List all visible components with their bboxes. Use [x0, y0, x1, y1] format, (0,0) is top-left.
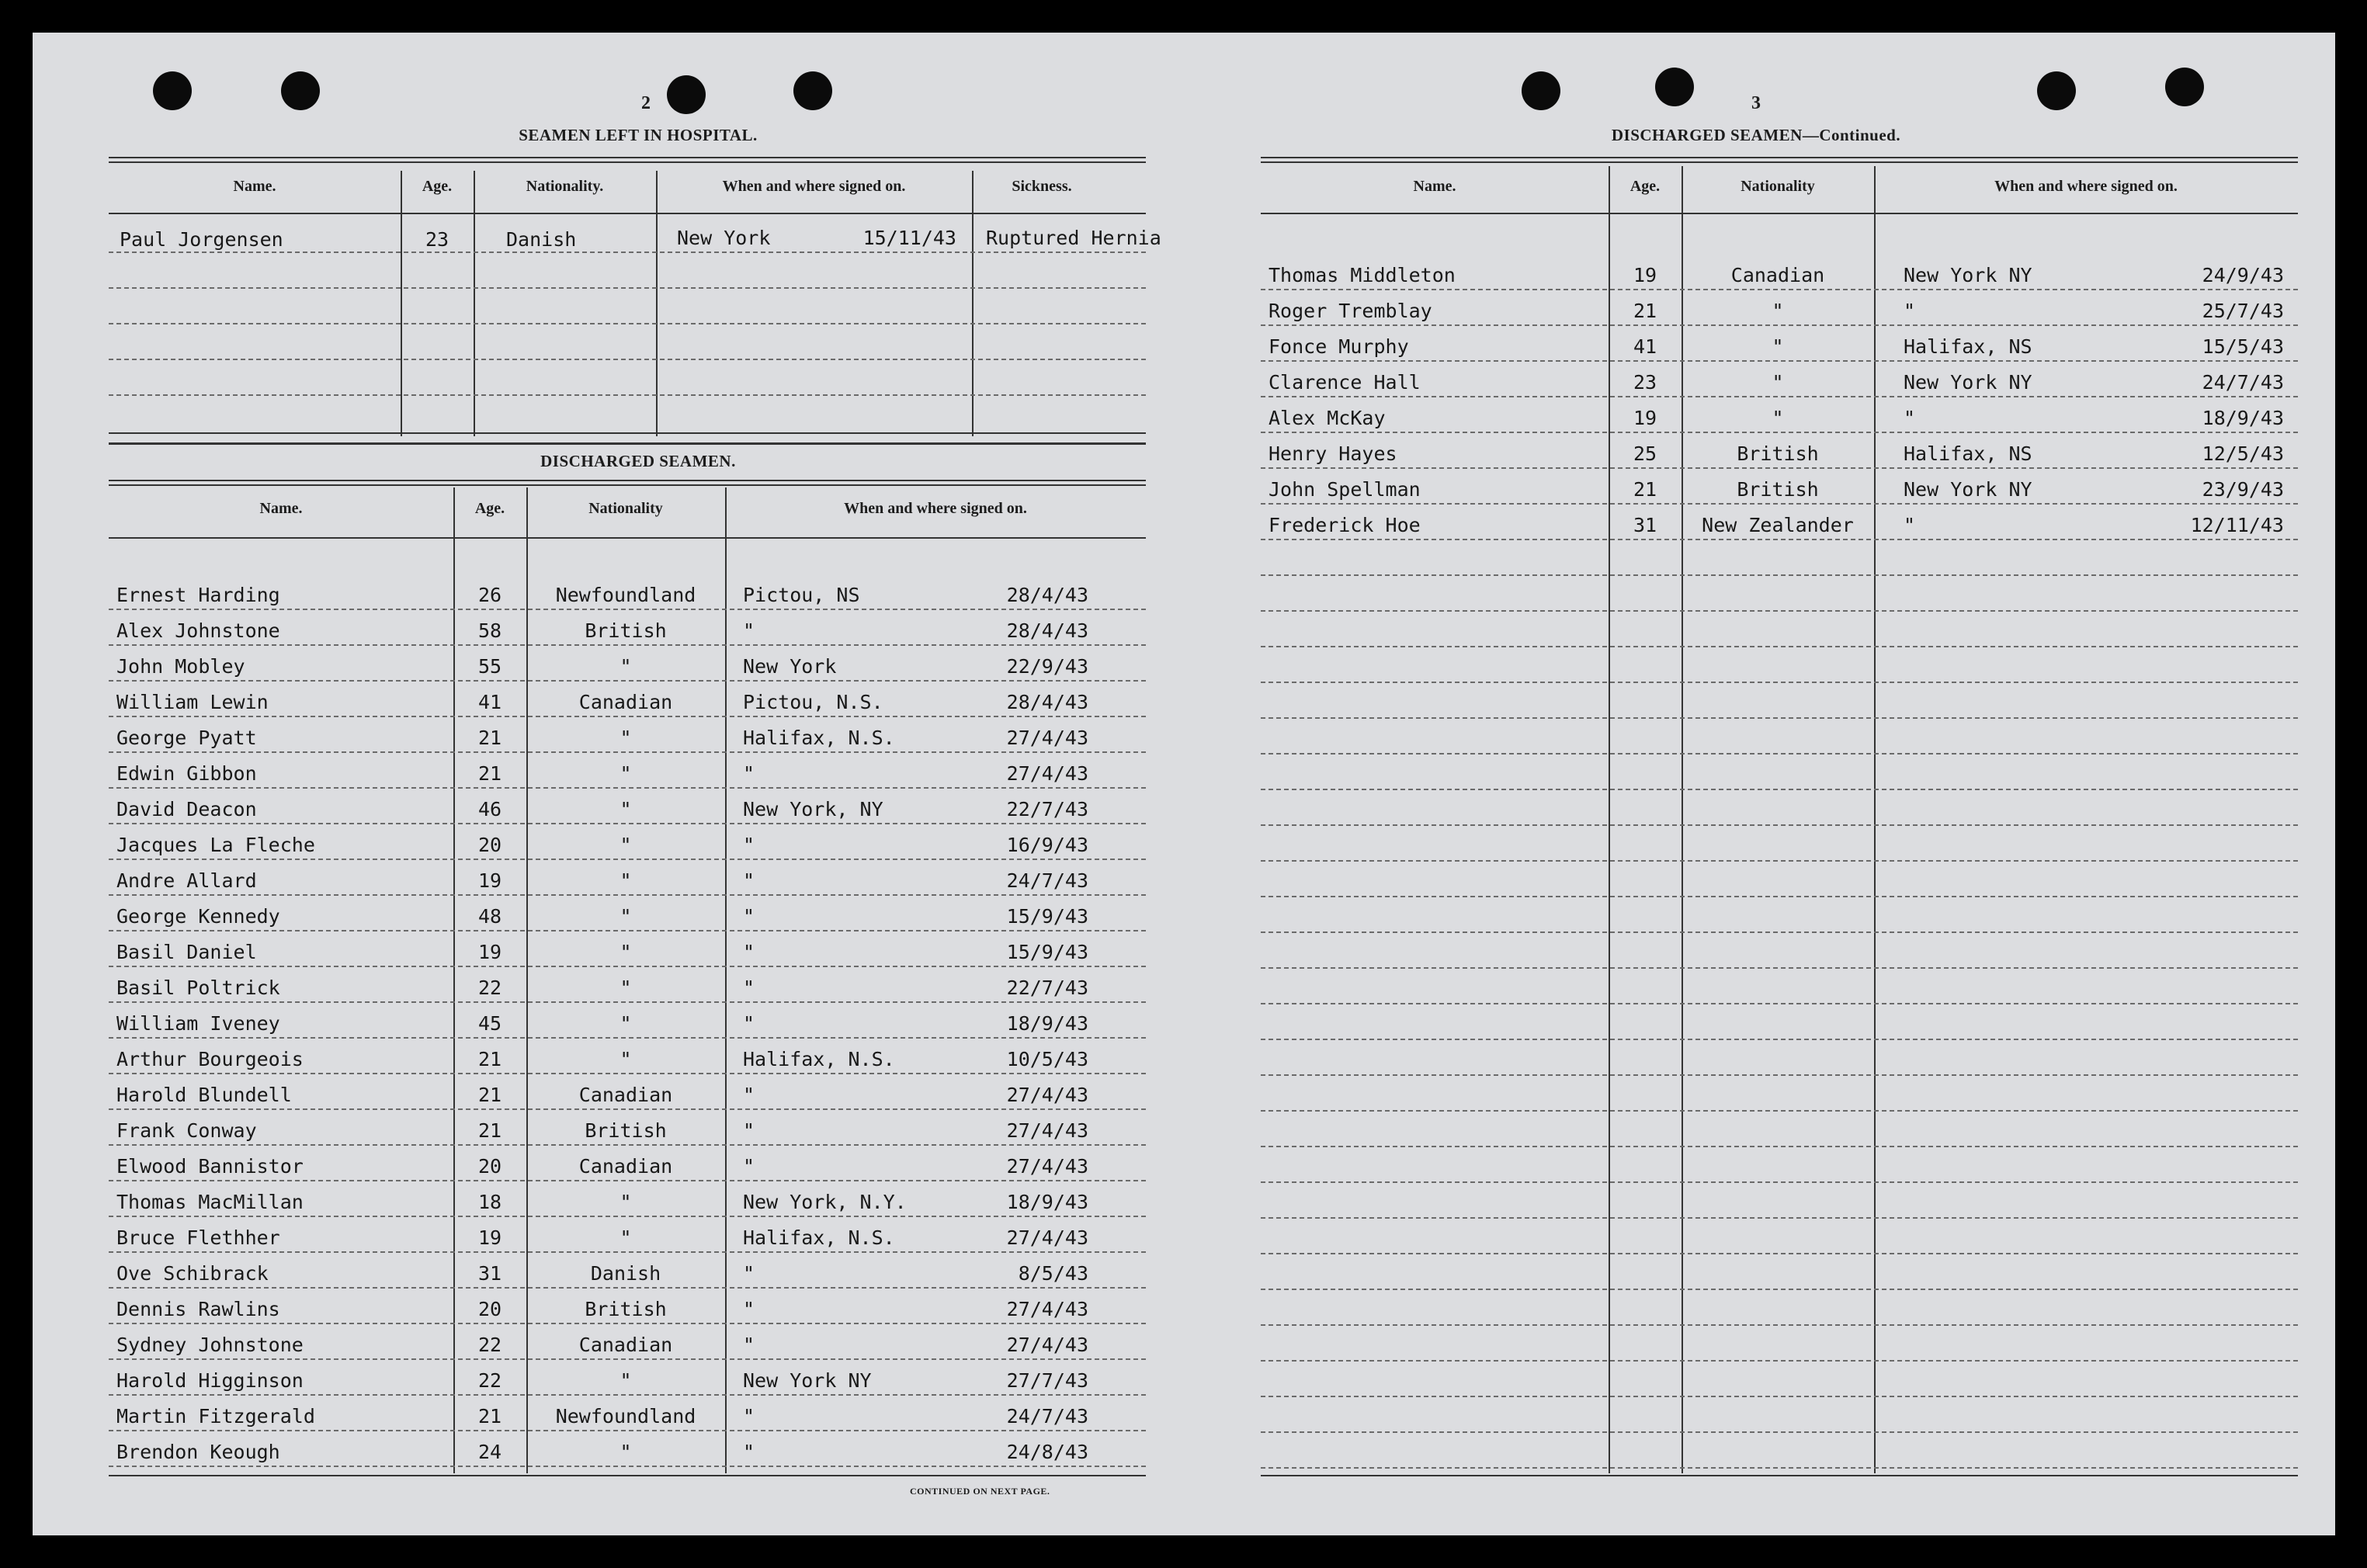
seaman-name: Roger Tremblay — [1269, 300, 1432, 322]
seaman-date: 28/4/43 — [1006, 691, 1088, 713]
seaman-place: Halifax, NS — [1904, 442, 2032, 465]
hospital-header-name: Name. — [233, 178, 276, 195]
hospital-top-rule — [109, 157, 1146, 163]
col-divider — [474, 171, 475, 436]
seaman-name: Jacques La Fleche — [116, 834, 315, 856]
seaman-nationality: Canadian — [1730, 264, 1825, 286]
hospital-header-nationality: Nationality. — [526, 178, 604, 195]
table-row-line — [1261, 1146, 2298, 1147]
seaman-name: John Spellman — [1269, 478, 1421, 501]
table-row-line — [109, 1394, 1146, 1396]
seaman-name: William Iveney — [116, 1012, 280, 1035]
seaman-nationality: British — [1737, 478, 1819, 501]
table-row-line — [1261, 503, 2298, 505]
table-row-line — [109, 894, 1146, 896]
seaman-name: Ernest Harding — [116, 584, 280, 606]
col-divider — [1682, 166, 1683, 1473]
seaman-date: 18/9/43 — [2202, 407, 2284, 429]
punch-hole — [2037, 71, 2076, 110]
seaman-age: 45 — [477, 1012, 502, 1035]
seaman-age: 31 — [1633, 514, 1657, 536]
seaman-age: 21 — [1633, 478, 1657, 501]
right-bottom-rule — [1261, 1475, 2298, 1476]
seaman-nationality: " — [620, 977, 632, 999]
hospital-age: 23 — [425, 228, 449, 251]
seaman-age: 21 — [477, 762, 502, 785]
seaman-nationality: " — [620, 1191, 632, 1213]
table-row-line — [109, 716, 1146, 717]
discharged-header-name: Name. — [259, 500, 303, 517]
table-row-line — [1261, 753, 2298, 755]
seaman-place: New York NY — [1904, 478, 2032, 501]
seaman-name: Bruce Flethher — [116, 1226, 280, 1249]
seaman-name: Brendon Keough — [116, 1441, 280, 1463]
seaman-date: 25/7/43 — [2202, 300, 2284, 322]
seaman-date: 27/4/43 — [1006, 1155, 1088, 1178]
seaman-name: Thomas MacMillan — [116, 1191, 304, 1213]
punch-hole — [1522, 71, 1560, 110]
seaman-date: 18/9/43 — [1006, 1191, 1088, 1213]
seaman-name: Alex McKay — [1269, 407, 1386, 429]
hospital-row-line — [109, 394, 1146, 396]
seaman-name: Fonce Murphy — [1269, 335, 1409, 358]
seaman-nationality: British — [585, 1119, 667, 1142]
seaman-name: Ove Schibrack — [116, 1262, 269, 1285]
seaman-age: 21 — [1633, 300, 1657, 322]
table-row-line — [109, 966, 1146, 967]
right-header-name: Name. — [1413, 178, 1456, 195]
table-row-line — [1261, 1074, 2298, 1076]
hospital-sickness: Ruptured Hernia — [986, 227, 1161, 249]
seaman-place: " — [1904, 407, 1916, 429]
seaman-name: George Pyatt — [116, 727, 257, 749]
hospital-header-underline — [109, 213, 1146, 214]
hospital-bottom-rule — [109, 432, 1146, 434]
hospital-header-sickness: Sickness. — [1012, 178, 1072, 195]
table-row-line — [109, 1358, 1146, 1360]
seaman-age: 19 — [1633, 407, 1657, 429]
table-row-line — [109, 859, 1146, 860]
seaman-age: 22 — [477, 977, 502, 999]
seaman-date: 24/8/43 — [1006, 1441, 1088, 1463]
seaman-name: Henry Hayes — [1269, 442, 1397, 465]
seaman-nationality: " — [620, 905, 632, 928]
table-row-line — [109, 1251, 1146, 1253]
seaman-age: 22 — [477, 1369, 502, 1392]
hospital-nationality: Danish — [506, 228, 577, 251]
seaman-date: 27/4/43 — [1006, 1298, 1088, 1320]
seaman-nationality: " — [1772, 371, 1784, 394]
table-row-line — [109, 680, 1146, 682]
discharged-header-age: Age. — [474, 500, 505, 517]
seaman-nationality: " — [620, 834, 632, 856]
discharged-top-rule — [109, 480, 1146, 486]
seaman-age: 46 — [477, 798, 502, 820]
table-row-line — [109, 751, 1146, 753]
seaman-date: 27/4/43 — [1006, 762, 1088, 785]
seaman-name: Thomas Middleton — [1269, 264, 1456, 286]
punch-hole — [153, 71, 192, 110]
seaman-place: " — [743, 977, 755, 999]
seaman-date: 27/4/43 — [1006, 1119, 1088, 1142]
seaman-place: " — [743, 1298, 755, 1320]
seaman-nationality: Danish — [590, 1262, 661, 1285]
seaman-place: New York, NY — [743, 798, 883, 820]
punch-hole — [281, 71, 320, 110]
table-row-line — [1261, 539, 2298, 540]
seaman-name: Basil Daniel — [116, 941, 257, 963]
discharged-header-nationality: Nationality — [588, 500, 663, 517]
seaman-nationality: Canadian — [578, 1084, 673, 1106]
table-row-line — [1261, 896, 2298, 897]
seaman-nationality: British — [1737, 442, 1819, 465]
table-row-line — [1261, 360, 2298, 362]
table-row-line — [109, 1180, 1146, 1181]
seaman-age: 21 — [477, 1119, 502, 1142]
hospital-place: New York — [677, 227, 771, 249]
hospital-row-line — [109, 323, 1146, 324]
hospital-row-line — [109, 359, 1146, 360]
right-header-underline — [1261, 213, 2298, 214]
seaman-nationality: Newfoundland — [555, 1405, 696, 1428]
seaman-place: " — [1904, 300, 1916, 322]
seaman-place: New York NY — [743, 1369, 872, 1392]
punch-hole — [1655, 68, 1694, 106]
table-row-line — [109, 1037, 1146, 1039]
punch-hole — [793, 71, 832, 110]
seaman-name: Andre Allard — [116, 869, 257, 892]
seaman-name: Basil Poltrick — [116, 977, 280, 999]
seaman-date: 27/4/43 — [1006, 1226, 1088, 1249]
table-row-line — [109, 1073, 1146, 1074]
seaman-age: 20 — [477, 1298, 502, 1320]
hospital-row-line — [109, 252, 1146, 253]
seaman-name: Frederick Hoe — [1269, 514, 1421, 536]
seaman-nationality: " — [620, 1012, 632, 1035]
seaman-place: " — [743, 619, 755, 642]
table-row-line — [109, 1108, 1146, 1110]
seaman-name: Elwood Bannistor — [116, 1155, 304, 1178]
table-row-line — [1261, 1467, 2298, 1469]
seaman-date: 27/4/43 — [1006, 1084, 1088, 1106]
seaman-name: Harold Blundell — [116, 1084, 292, 1106]
seaman-place: " — [743, 1262, 755, 1285]
discharged-title-top-rule — [109, 442, 1146, 445]
col-divider — [656, 171, 658, 436]
seaman-nationality: " — [620, 727, 632, 749]
seaman-age: 21 — [477, 1048, 502, 1070]
seaman-place: " — [743, 1119, 755, 1142]
seaman-place: Halifax, N.S. — [743, 727, 895, 749]
table-row-line — [1261, 1110, 2298, 1112]
seaman-name: Clarence Hall — [1269, 371, 1421, 394]
seaman-date: 12/11/43 — [2190, 514, 2284, 536]
table-row-line — [1261, 646, 2298, 647]
table-row-line — [1261, 1181, 2298, 1183]
seaman-age: 21 — [477, 727, 502, 749]
seaman-nationality: " — [620, 1226, 632, 1249]
table-row-line — [1261, 1431, 2298, 1433]
seaman-nationality: " — [620, 798, 632, 820]
ledger-sheet — [33, 33, 2335, 1535]
seaman-nationality: British — [585, 619, 667, 642]
col-divider — [1874, 166, 1876, 1473]
seaman-age: 58 — [477, 619, 502, 642]
table-row-line — [109, 787, 1146, 789]
seaman-place: " — [743, 1334, 755, 1356]
seaman-date: 16/9/43 — [1006, 834, 1088, 856]
seaman-date: 28/4/43 — [1006, 619, 1088, 642]
seaman-age: 19 — [477, 1226, 502, 1249]
right-section-title: DISCHARGED SEAMEN—Continued. — [1611, 126, 1901, 144]
table-row-line — [109, 823, 1146, 824]
seaman-place: " — [743, 762, 755, 785]
seaman-place: " — [743, 1405, 755, 1428]
seaman-place: " — [1904, 514, 1916, 536]
right-header-nationality: Nationality — [1741, 178, 1815, 195]
seaman-nationality: " — [620, 655, 632, 678]
seaman-nationality: New Zealander — [1702, 514, 1854, 536]
seaman-date: 27/7/43 — [1006, 1369, 1088, 1392]
seaman-date: 15/9/43 — [1006, 905, 1088, 928]
table-row-line — [1261, 860, 2298, 862]
seaman-age: 25 — [1633, 442, 1657, 465]
seaman-place: Pictou, N.S. — [743, 691, 883, 713]
seaman-place: " — [743, 1155, 755, 1178]
table-row-line — [109, 1216, 1146, 1217]
seaman-date: 27/4/43 — [1006, 727, 1088, 749]
table-row-line — [109, 1430, 1146, 1431]
table-row-line — [1261, 967, 2298, 969]
discharged-section-title: DISCHARGED SEAMEN. — [540, 452, 736, 470]
seaman-nationality: " — [620, 1048, 632, 1070]
seaman-place: New York, N.Y. — [743, 1191, 907, 1213]
hospital-name: Paul Jorgensen — [120, 228, 283, 251]
seaman-name: Edwin Gibbon — [116, 762, 257, 785]
table-row-line — [109, 1323, 1146, 1324]
seaman-age: 19 — [477, 941, 502, 963]
seaman-age: 48 — [477, 905, 502, 928]
seaman-date: 28/4/43 — [1006, 584, 1088, 606]
seaman-date: 24/7/43 — [1006, 869, 1088, 892]
table-row-line — [1261, 396, 2298, 397]
seaman-date: 8/5/43 — [1018, 1262, 1088, 1285]
seaman-nationality: " — [620, 1441, 632, 1463]
discharged-header-signed-on: When and where signed on. — [844, 500, 1027, 517]
seaman-nationality: " — [1772, 300, 1784, 322]
table-row-line — [109, 1001, 1146, 1003]
seaman-name: John Mobley — [116, 655, 245, 678]
seaman-date: 15/5/43 — [2202, 335, 2284, 358]
seaman-place: " — [743, 1441, 755, 1463]
table-row-line — [109, 1287, 1146, 1289]
hospital-date: 15/11/43 — [862, 227, 956, 249]
seaman-date: 23/9/43 — [2202, 478, 2284, 501]
seaman-age: 41 — [477, 691, 502, 713]
seaman-place: " — [743, 1012, 755, 1035]
seaman-name: Harold Higginson — [116, 1369, 304, 1392]
table-row-line — [1261, 1217, 2298, 1219]
page-number-left: 2 — [641, 93, 651, 113]
table-row-line — [109, 1144, 1146, 1146]
table-row-line — [1261, 824, 2298, 826]
seaman-date: 22/7/43 — [1006, 977, 1088, 999]
table-row-line — [1261, 1253, 2298, 1254]
right-top-rule — [1261, 157, 2298, 163]
hospital-row-line — [109, 287, 1146, 289]
table-row-line — [1261, 289, 2298, 290]
table-row-line — [1261, 1324, 2298, 1326]
table-row-line — [109, 644, 1146, 646]
hospital-section-title: SEAMEN LEFT IN HOSPITAL. — [519, 126, 758, 144]
seaman-date: 27/4/43 — [1006, 1334, 1088, 1356]
seaman-place: Pictou, NS — [743, 584, 860, 606]
seaman-age: 26 — [477, 584, 502, 606]
col-divider — [725, 487, 727, 1473]
table-row-line — [1261, 1289, 2298, 1290]
discharged-bottom-rule — [109, 1475, 1146, 1476]
right-header-age: Age. — [1629, 178, 1661, 195]
seaman-date: 24/9/43 — [2202, 264, 2284, 286]
seaman-date: 15/9/43 — [1006, 941, 1088, 963]
seaman-name: Sydney Johnstone — [116, 1334, 304, 1356]
seaman-date: 18/9/43 — [1006, 1012, 1088, 1035]
seaman-place: New York NY — [1904, 371, 2032, 394]
seaman-nationality: " — [620, 869, 632, 892]
seaman-nationality: " — [620, 941, 632, 963]
table-row-line — [109, 1466, 1146, 1467]
page-number-right: 3 — [1751, 93, 1761, 113]
seaman-place: " — [743, 905, 755, 928]
seaman-nationality: Canadian — [578, 1334, 673, 1356]
seaman-date: 24/7/43 — [2202, 371, 2284, 394]
table-row-line — [1261, 574, 2298, 576]
table-row-line — [1261, 610, 2298, 612]
table-row-line — [1261, 1360, 2298, 1362]
seaman-date: 24/7/43 — [1006, 1405, 1088, 1428]
seaman-nationality: " — [1772, 407, 1784, 429]
hospital-header-age: Age. — [422, 178, 453, 195]
table-row-line — [1261, 717, 2298, 719]
seaman-age: 22 — [477, 1334, 502, 1356]
seaman-nationality: Canadian — [578, 691, 673, 713]
continued-note: CONTINUED ON NEXT PAGE. — [910, 1486, 1050, 1497]
seaman-nationality: Newfoundland — [555, 584, 696, 606]
seaman-age: 55 — [477, 655, 502, 678]
table-row-line — [1261, 467, 2298, 469]
table-row-line — [1261, 682, 2298, 683]
seaman-age: 23 — [1633, 371, 1657, 394]
col-divider — [401, 171, 402, 436]
seaman-name: Frank Conway — [116, 1119, 257, 1142]
seaman-place: " — [743, 869, 755, 892]
seaman-name: Alex Johnstone — [116, 619, 280, 642]
table-row-line — [1261, 432, 2298, 433]
seaman-place: New York — [743, 655, 837, 678]
seaman-date: 10/5/43 — [1006, 1048, 1088, 1070]
seaman-nationality: " — [620, 1369, 632, 1392]
seaman-nationality: British — [585, 1298, 667, 1320]
seaman-date: 22/7/43 — [1006, 798, 1088, 820]
seaman-place: " — [743, 941, 755, 963]
seaman-age: 19 — [477, 869, 502, 892]
seaman-name: William Lewin — [116, 691, 269, 713]
seaman-place: New York NY — [1904, 264, 2032, 286]
seaman-nationality: " — [620, 762, 632, 785]
hospital-header-signed-on: When and where signed on. — [722, 178, 906, 195]
seaman-age: 24 — [477, 1441, 502, 1463]
table-row-line — [1261, 1396, 2298, 1397]
seaman-place: " — [743, 1084, 755, 1106]
seaman-age: 31 — [477, 1262, 502, 1285]
table-row-line — [1261, 324, 2298, 326]
seaman-name: Martin Fitzgerald — [116, 1405, 315, 1428]
seaman-age: 20 — [477, 834, 502, 856]
seaman-age: 18 — [477, 1191, 502, 1213]
table-row-line — [1261, 1039, 2298, 1040]
seaman-date: 22/9/43 — [1006, 655, 1088, 678]
seaman-place: " — [743, 834, 755, 856]
seaman-age: 20 — [477, 1155, 502, 1178]
table-row-line — [109, 609, 1146, 610]
seaman-name: George Kennedy — [116, 905, 280, 928]
seaman-place: Halifax, N.S. — [743, 1226, 895, 1249]
seaman-date: 12/5/43 — [2202, 442, 2284, 465]
col-divider — [1609, 166, 1610, 1473]
seaman-age: 41 — [1633, 335, 1657, 358]
seaman-age: 21 — [477, 1405, 502, 1428]
seaman-name: David Deacon — [116, 798, 257, 820]
seaman-age: 21 — [477, 1084, 502, 1106]
table-row-line — [109, 930, 1146, 931]
seaman-name: Dennis Rawlins — [116, 1298, 280, 1320]
seaman-place: Halifax, N.S. — [743, 1048, 895, 1070]
seaman-age: 19 — [1633, 264, 1657, 286]
table-row-line — [1261, 789, 2298, 790]
right-header-signed-on: When and where signed on. — [1994, 178, 2178, 195]
punch-hole — [2165, 68, 2204, 106]
table-row-line — [1261, 931, 2298, 933]
seaman-nationality: " — [1772, 335, 1784, 358]
seaman-name: Arthur Bourgeois — [116, 1048, 304, 1070]
col-divider — [972, 171, 974, 436]
discharged-header-underline — [109, 537, 1146, 539]
table-row-line — [1261, 1003, 2298, 1004]
seaman-place: Halifax, NS — [1904, 335, 2032, 358]
seaman-nationality: Canadian — [578, 1155, 673, 1178]
